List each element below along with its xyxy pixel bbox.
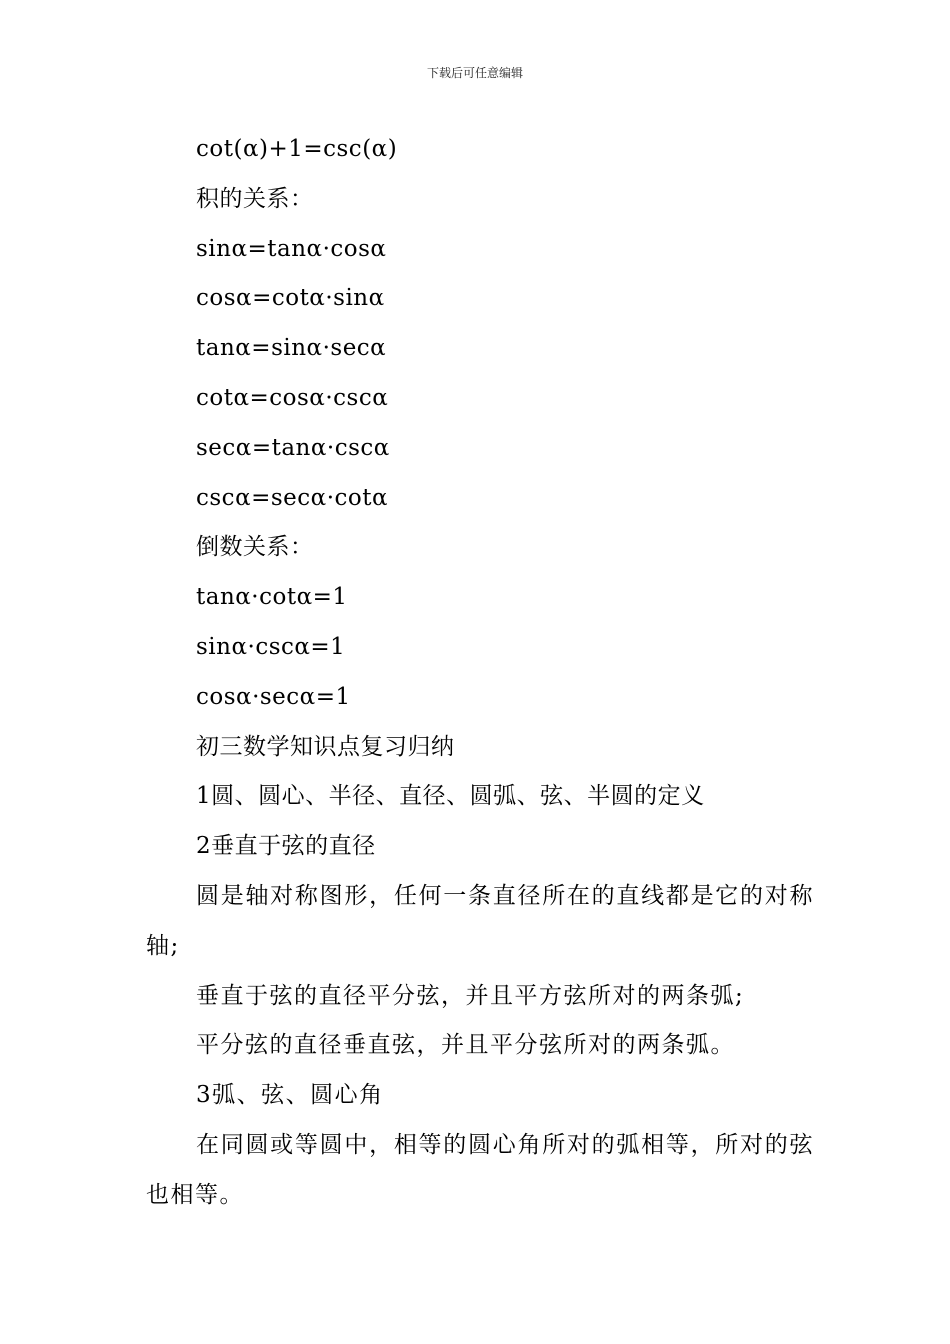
page-header: 下载后可任意编辑 [426, 66, 523, 80]
formula-line: cot(α)+1=csc(α) [196, 136, 398, 162]
formula-line: sinα·cscα=1 [196, 633, 346, 660]
section-heading-review: 初三数学知识点复习归纳 [196, 733, 455, 760]
text-line: 1圆、圆心、半径、直径、圆弧、弦、半圆的定义 [196, 783, 705, 810]
formula-line: cscα=secα·cotα [196, 484, 389, 511]
formula-line: tanα=sinα·secα [196, 335, 387, 362]
section-heading-product-relations: 积的关系： [196, 185, 314, 212]
paragraph: 垂直于弦的直径平分弦，并且平方弦所对的两条弧; [196, 982, 745, 1009]
paragraph: 3弧、弦、圆心角 [196, 1082, 384, 1109]
formula-line: cosα=cotα·sinα [196, 285, 385, 312]
paragraph: 在同圆或等圆中，相等的圆心角所对的弧相等，所对的弦也相等。 [146, 1131, 814, 1208]
document-body [146, 125, 814, 1221]
formula-line: tanα·cotα=1 [196, 584, 348, 611]
paragraph: 平分弦的直径垂直弦，并且平分弦所对的两条弧。 [196, 1032, 735, 1059]
paragraph: 圆是轴对称图形，任何一条直径所在的直线都是它的对称轴; [146, 882, 814, 959]
formula-line: cotα=cosα·cscα [196, 384, 389, 411]
formula-line: secα=tanα·cscα [196, 434, 390, 461]
section-heading-reciprocal-relations: 倒数关系： [196, 534, 314, 561]
text-line: 2垂直于弦的直径 [196, 833, 376, 860]
formula-line: cosα·secα=1 [196, 683, 351, 710]
formula-line: sinα=tanα·cosα [196, 235, 387, 262]
